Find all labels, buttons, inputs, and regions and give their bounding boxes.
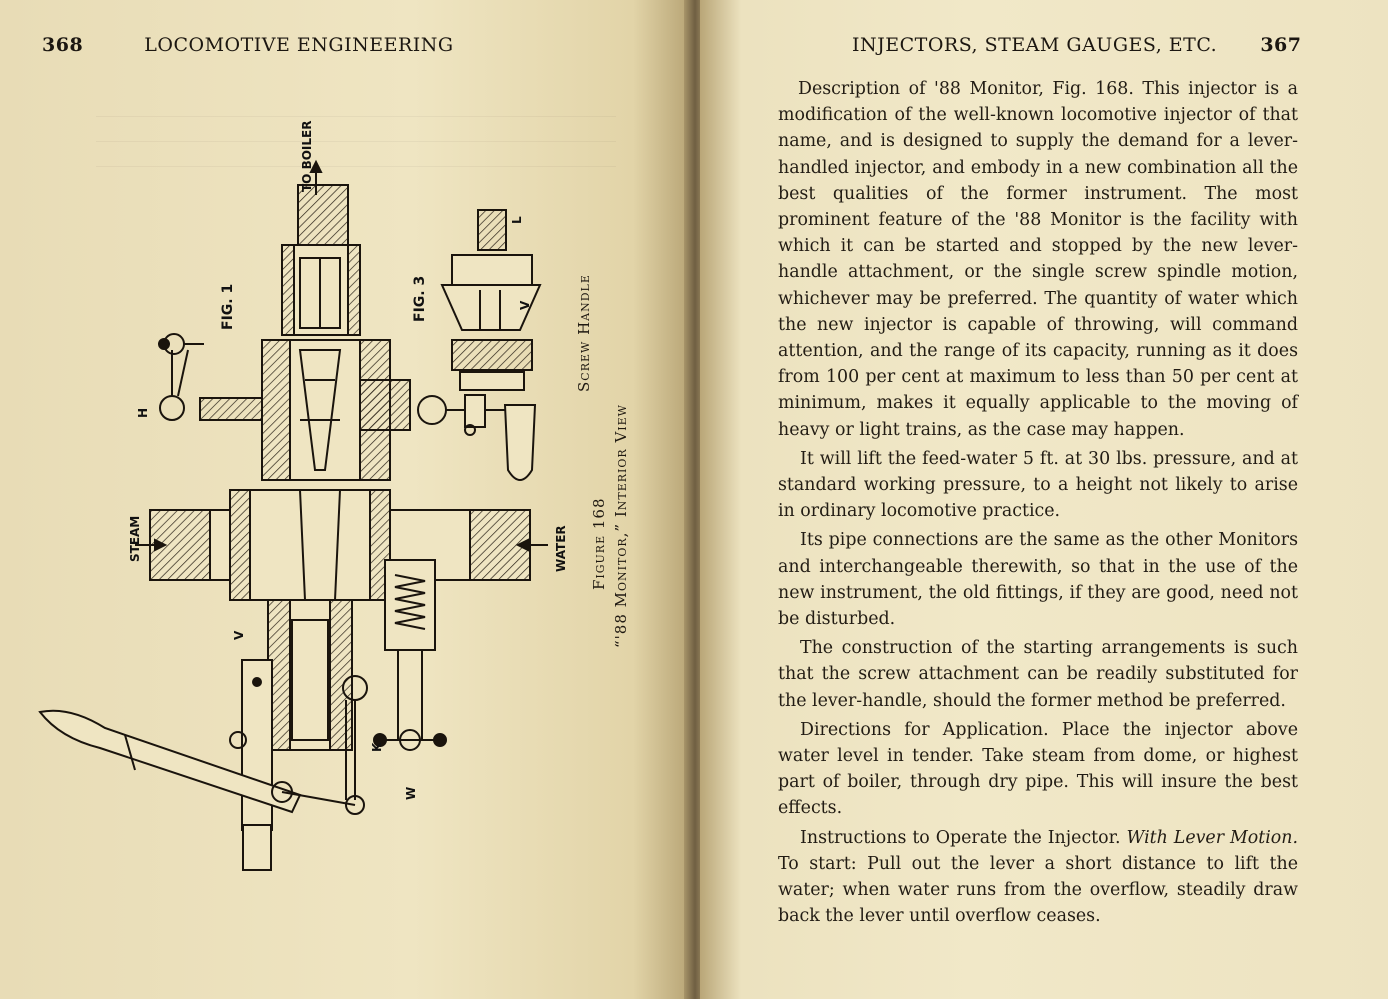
paragraph-lift: It will lift the feed-water 5 ft. at 30 lbs. pressure, and at standard working pressure, to a height not likely to arise in ordinary locomotive practice. xyxy=(778,448,1298,522)
paragraph-connections: Its pipe connections are the same as the other Monitors and interchangeable therewith, so that in the use of the new instrument, the old fittings, if they are good, need not be disturbed. xyxy=(778,530,1298,630)
instructions-lead: Instructions to Operate the Injector. xyxy=(800,827,1121,848)
screw-handle-caption: Screw Handle xyxy=(575,274,593,392)
paragraph-description: Description of '88 Monitor, Fig. 168. This injector is a modification of the well-known locomotive injector of that name, and is designed to supply the demand for a lever-handled injector, and embody in a new combination all the best qualities of the former instrument. The most prominent feature of the '88 Monitor is the facility with which it can be started and stopped by the new lever-handle attachment, or the single screw spindle motion, whichever may be preferred. The quantity of water which the new injector is capable of throwing, will command attention, and the range of its capacity, running as it does from 100 per cent at maximum to less than 50 per cent at minimum, makes it equally applicable to the moving of heavy or light trains, as the case may happen. xyxy=(778,79,1298,440)
body-text xyxy=(778,76,1298,933)
left-page xyxy=(0,0,688,999)
instructions-rest: To start: Pull out the lever a short distance to lift the water; when water runs from the overflow, steadily draw back the lever until overflow ceases. xyxy=(778,853,1298,927)
left-page-number: 368 xyxy=(42,34,84,56)
right-page-number: 367 xyxy=(1260,34,1302,56)
label-fig1: FIG. 1 xyxy=(220,283,236,330)
left-head-title: LOCOMOTIVE ENGINEERING xyxy=(144,34,454,56)
label-fig3: FIG. 3 xyxy=(412,275,428,322)
label-part-v: V xyxy=(232,630,246,640)
injector-drawing xyxy=(0,0,688,999)
label-part-v2: V xyxy=(518,300,532,310)
figure-title: “'88 Monitor,” Interior View xyxy=(612,404,630,648)
right-running-head xyxy=(852,34,1302,56)
instructions-italic: With Lever Motion. xyxy=(1126,827,1298,848)
right-head-title: INJECTORS, STEAM GAUGES, ETC. xyxy=(852,34,1218,56)
boiler-outlet xyxy=(298,185,348,245)
label-part-w: W xyxy=(404,786,418,800)
right-page xyxy=(700,0,1388,999)
label-water: WATER xyxy=(554,525,568,572)
paragraph-directions: Directions for Application. Place the injector above water level in tender. Take steam from dome, or highest part of boiler, through dry pipe. This will insure the best effects. xyxy=(778,719,1298,819)
paragraph-construction: The construction of the starting arrangements is such that the screw attachment can be readily substituted for the lever-handle, should the former method be preferred. xyxy=(778,638,1298,711)
label-part-k: K xyxy=(370,742,384,752)
paragraph-instructions xyxy=(778,825,1298,930)
label-part-h: H xyxy=(136,407,150,418)
label-to-boiler: TO BOILER xyxy=(300,120,314,192)
label-steam: STEAM xyxy=(128,515,142,562)
figure-number: Figure 168 xyxy=(590,497,608,590)
label-part-l: L xyxy=(510,216,524,224)
